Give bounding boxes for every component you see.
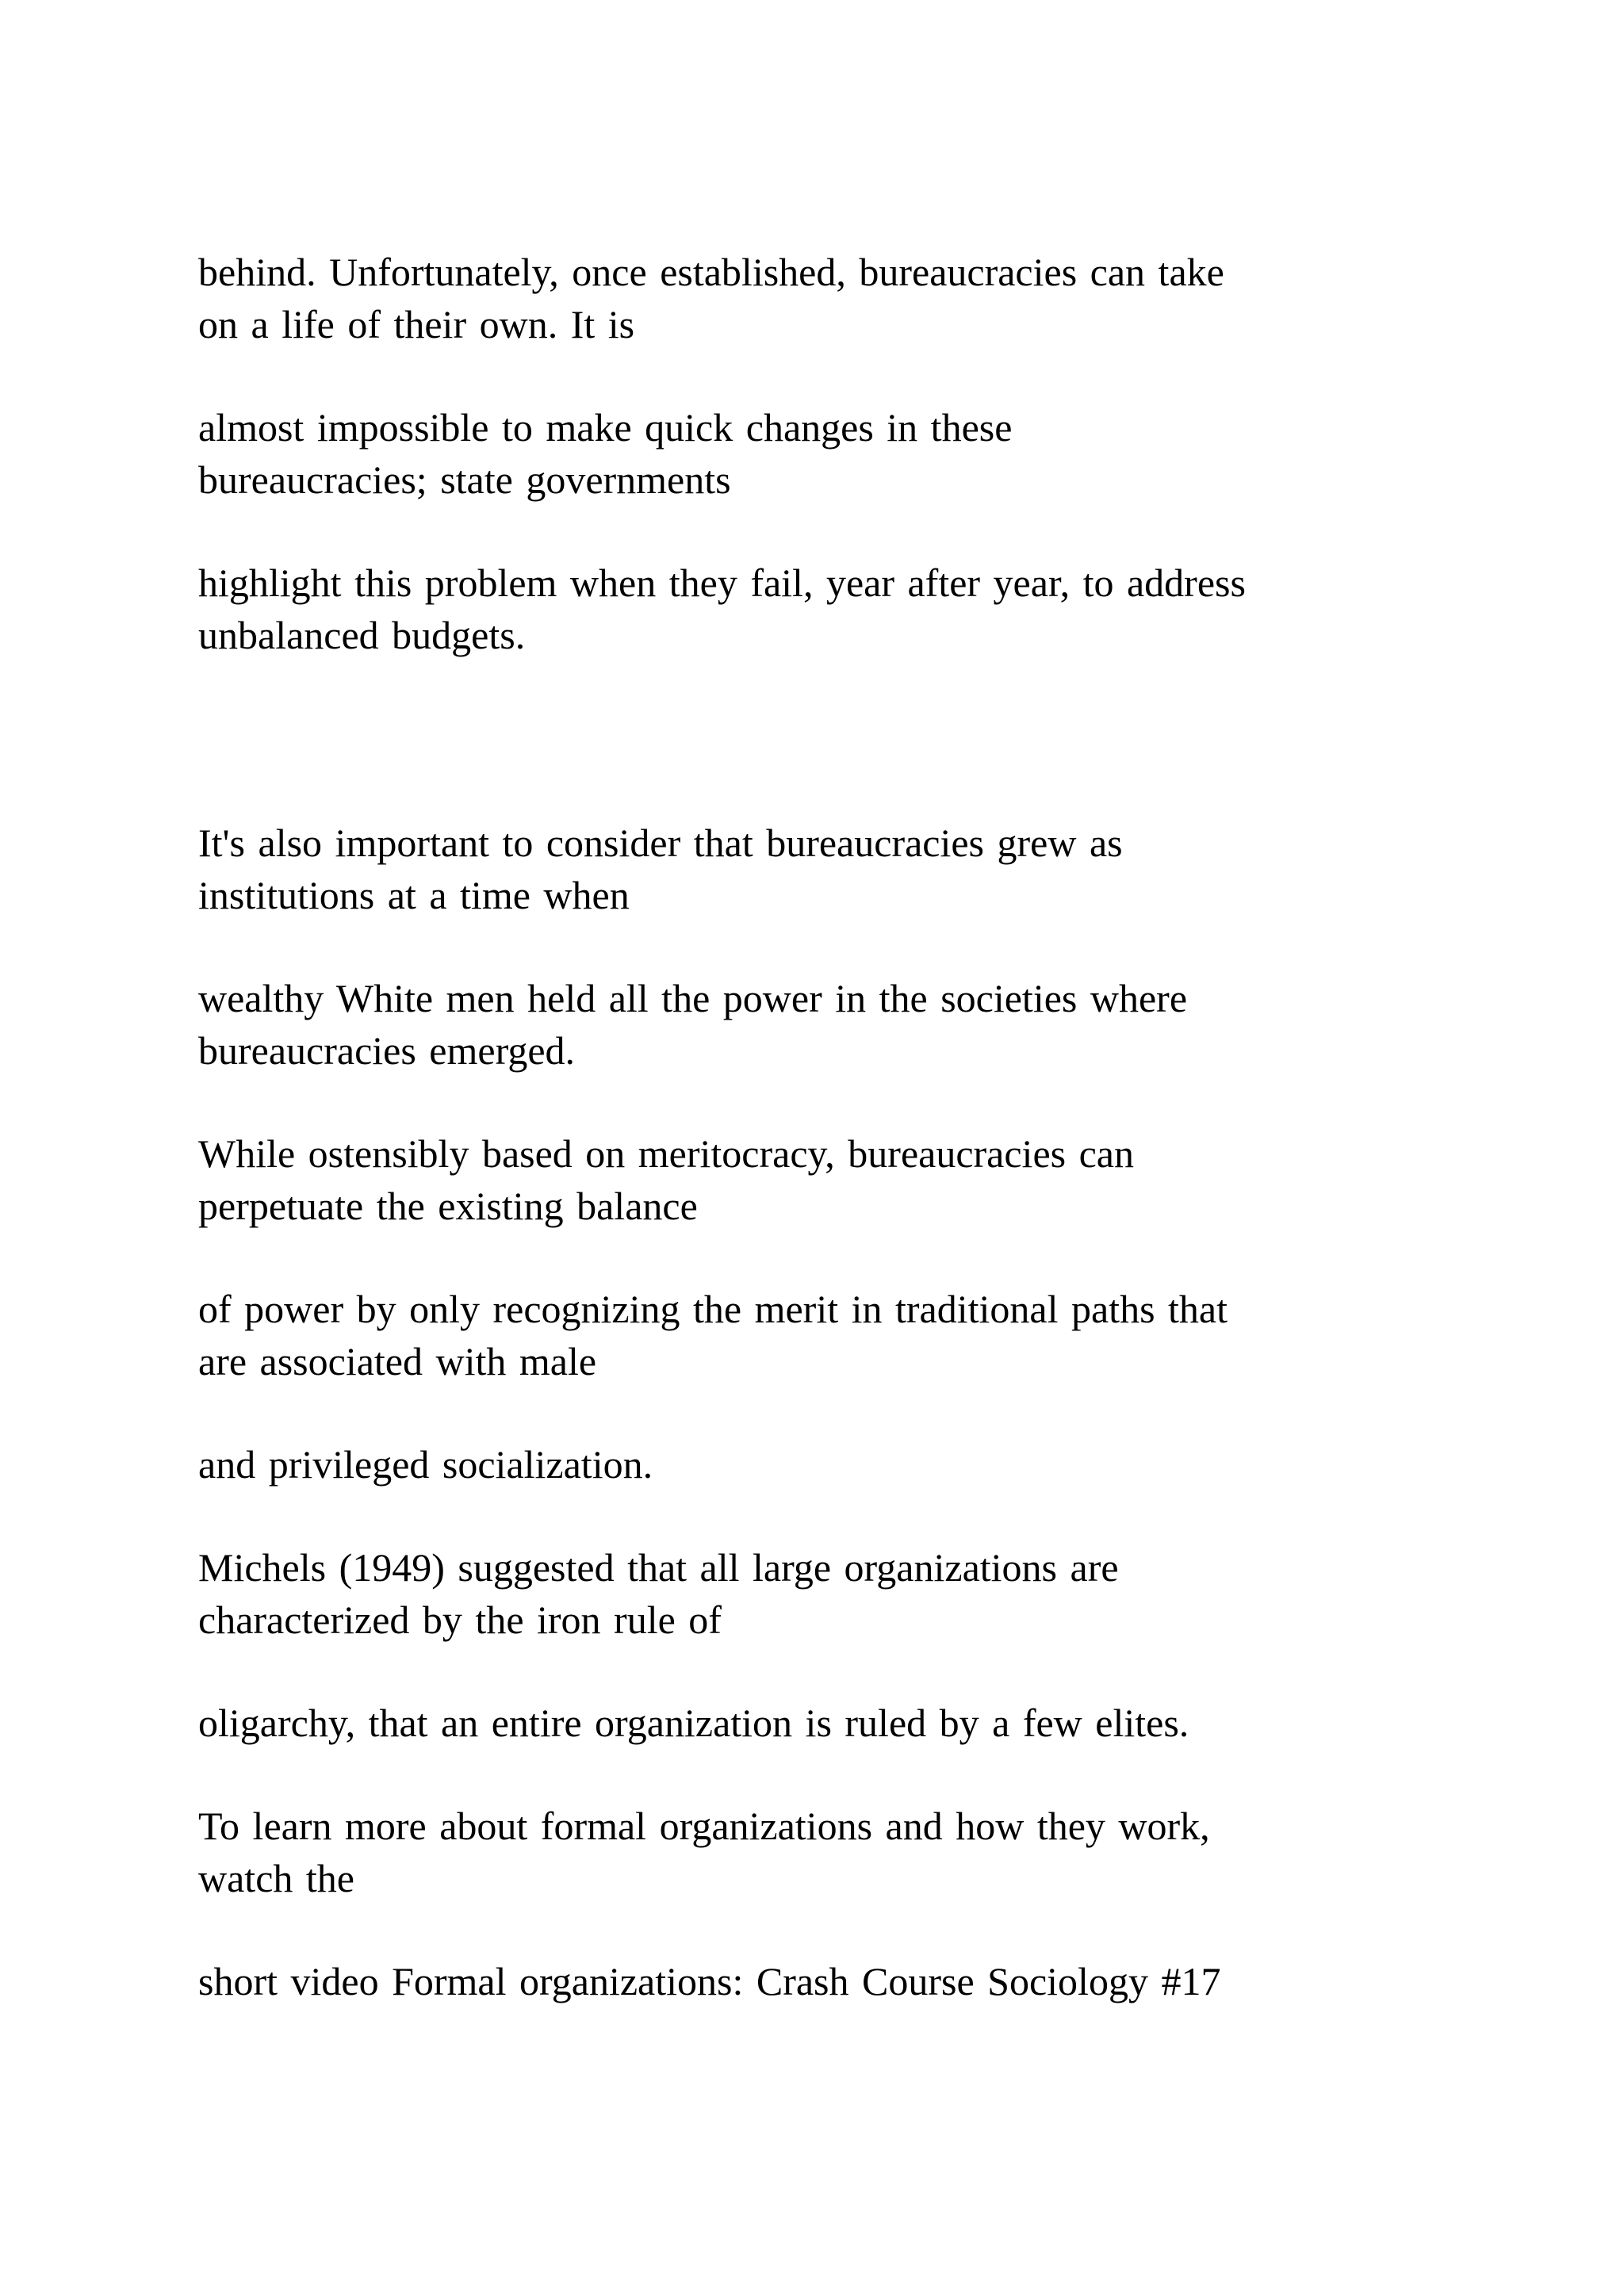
text-line: It's also important to consider that bureaucracies grew as — [198, 821, 1123, 865]
paragraph — [198, 557, 1483, 661]
text-line: oligarchy, that an entire organization is ruled by a few elites. — [198, 1701, 1189, 1745]
text-line: characterized by the iron rule of — [198, 1598, 722, 1642]
paragraph — [198, 1697, 1483, 1749]
text-line: Michels (1949) suggested that all large organizations are — [198, 1545, 1119, 1590]
text-line: bureaucracies; state governments — [198, 457, 731, 502]
paragraph — [198, 1438, 1483, 1490]
paragraph — [198, 817, 1483, 921]
paragraph-spacer — [198, 712, 1483, 817]
paragraph — [198, 1127, 1483, 1232]
document-body — [198, 246, 1483, 2058]
text-line: highlight this problem when they fail, year after year, to address — [198, 561, 1246, 605]
text-line: almost impossible to make quick changes in these — [198, 405, 1013, 450]
paragraph — [198, 1283, 1483, 1387]
text-line: perpetuate the existing balance — [198, 1184, 698, 1228]
paragraph — [198, 1800, 1483, 1904]
text-line: behind. Unfortunately, once established, bureaucracies can take — [198, 250, 1224, 294]
paragraph — [198, 1541, 1483, 1646]
paragraph — [198, 1955, 1483, 2007]
paragraph — [198, 401, 1483, 506]
text-line: unbalanced budgets. — [198, 613, 526, 657]
text-line: short video Formal organizations: Crash Course Sociology #17 — [198, 1959, 1221, 2003]
text-line: To learn more about formal organizations and how they work, — [198, 1804, 1210, 1848]
text-line: and privileged socialization. — [198, 1442, 653, 1487]
paragraph — [198, 246, 1483, 350]
text-line: institutions at a time when — [198, 873, 630, 917]
text-line: bureaucracies emerged. — [198, 1028, 576, 1073]
text-line: of power by only recognizing the merit in traditional paths that — [198, 1287, 1228, 1331]
paragraph — [198, 972, 1483, 1077]
text-line: are associated with male — [198, 1339, 597, 1383]
text-line: on a life of their own. It is — [198, 302, 635, 346]
text-line: watch the — [198, 1856, 354, 1900]
text-line: wealthy White men held all the power in the societies where — [198, 976, 1188, 1020]
text-line: While ostensibly based on meritocracy, bureaucracies can — [198, 1131, 1134, 1176]
